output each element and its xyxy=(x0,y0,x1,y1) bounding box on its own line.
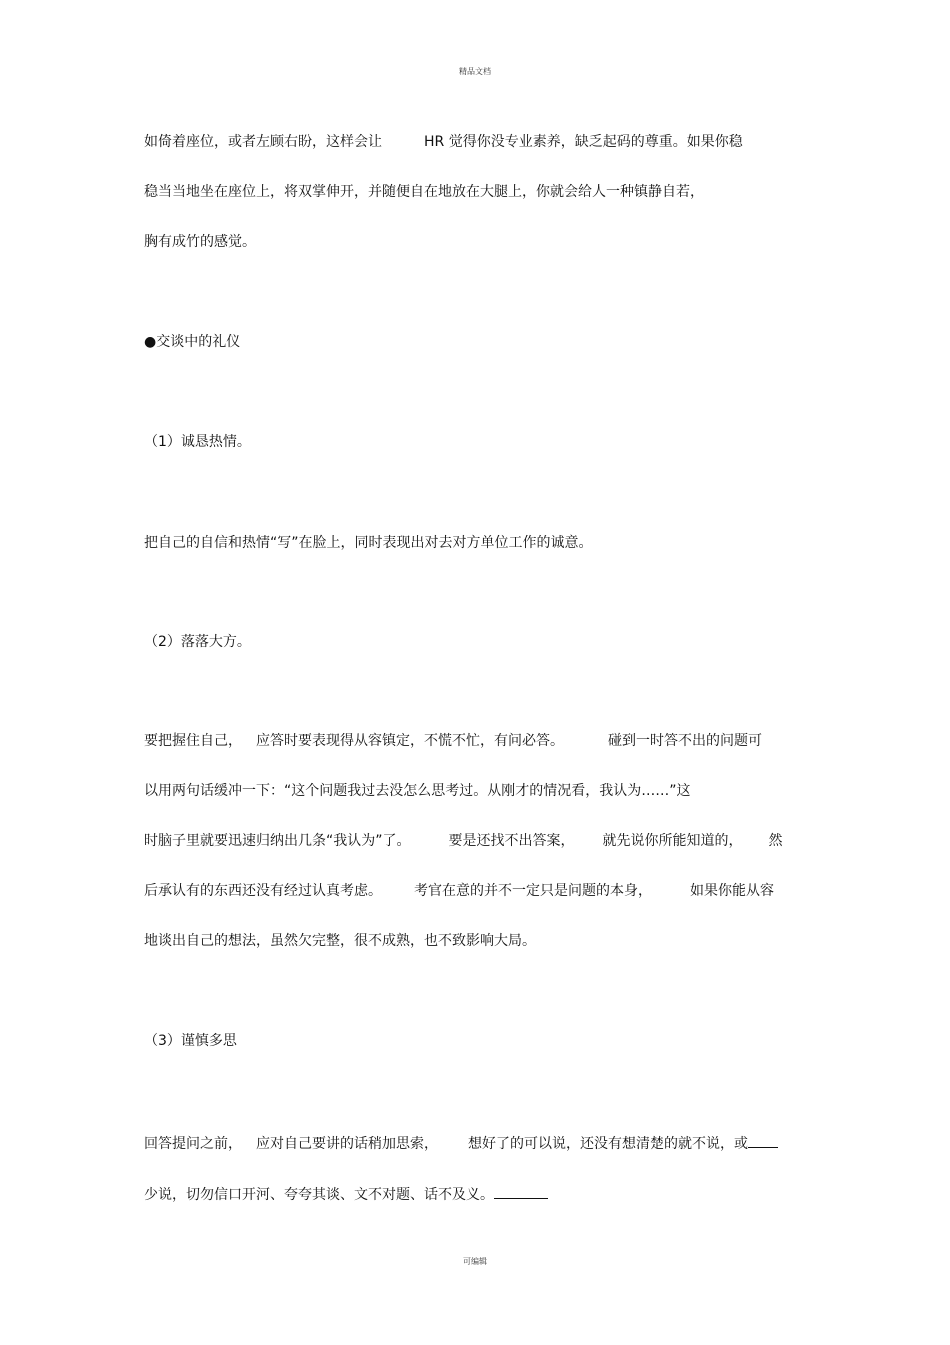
item-heading: （1）诚恳热情。 xyxy=(144,434,251,450)
underline-tail xyxy=(748,1132,778,1148)
text-segment: HR 觉得你没专业素养，缺乏起码的尊重。如果你稳 xyxy=(424,134,743,150)
section-heading: ●交谈中的礼仪 xyxy=(144,334,241,350)
text-segment: 要把握住自己， xyxy=(144,733,242,749)
item-heading: （3）谨慎多思 xyxy=(144,1033,237,1049)
underlined-paragraph-line xyxy=(144,1183,548,1204)
text-segment: 后承认有的东西还没有经过认真考虑。 xyxy=(144,883,382,899)
page-header: 精品文档 xyxy=(459,67,491,76)
item-heading: （2）落落大方。 xyxy=(144,634,251,650)
text-segment: 少说，切勿信口开河、夸夸其谈、文不对题、话不及义。 xyxy=(144,1187,494,1203)
text-segment: 要是还找不出答案， xyxy=(448,833,575,849)
text-segment: 如倚着座位，或者左顾右盼，这样会让 xyxy=(144,134,382,150)
text-segment: 应对自己要讲的话稍加思索， xyxy=(256,1136,438,1152)
underlined-paragraph-line xyxy=(144,1132,778,1153)
paragraph-line: 地谈出自己的想法，虽然欠完整，很不成熟，也不致影响大局。 xyxy=(144,933,536,949)
text-segment: 时脑子里就要迅速归纳出几条“我认为”了。 xyxy=(144,833,411,849)
paragraph-line xyxy=(144,732,762,750)
text-segment: 就先说你所能知道的， xyxy=(602,833,743,849)
text-segment: 应答时要表现得从容镇定，不慌不忙，有问必答。 xyxy=(256,733,564,749)
paragraph-line: 胸有成竹的感觉。 xyxy=(144,234,256,250)
text-segment: 考官在意的并不一定只是问题的本身， xyxy=(414,883,652,899)
text-segment: 然 xyxy=(768,833,783,849)
text-segment: 碰到一时答不出的问题可 xyxy=(608,733,762,749)
paragraph-line xyxy=(144,832,783,850)
paragraph-line: 把自己的自信和热情“写”在脸上，同时表现出对去对方单位工作的诚意。 xyxy=(144,535,593,551)
page-footer: 可编辑 xyxy=(463,1257,487,1266)
paragraph-line: 稳当当地坐在座位上，将双掌伸开，并随便自在地放在大腿上，你就会给人一种镇静自若， xyxy=(144,184,704,200)
paragraph-line xyxy=(144,133,743,151)
paragraph-line: 以用两句话缓冲一下：“这个问题我过去没怎么思考过。从刚才的情况看，我认为……”这 xyxy=(144,783,691,799)
text-segment: 回答提问之前， xyxy=(144,1136,242,1152)
text-segment: 如果你能从容 xyxy=(690,883,774,899)
underline-tail xyxy=(494,1183,548,1199)
text-segment: 想好了的可以说，还没有想清楚的就不说，或 xyxy=(468,1136,748,1152)
paragraph-line xyxy=(144,882,774,900)
